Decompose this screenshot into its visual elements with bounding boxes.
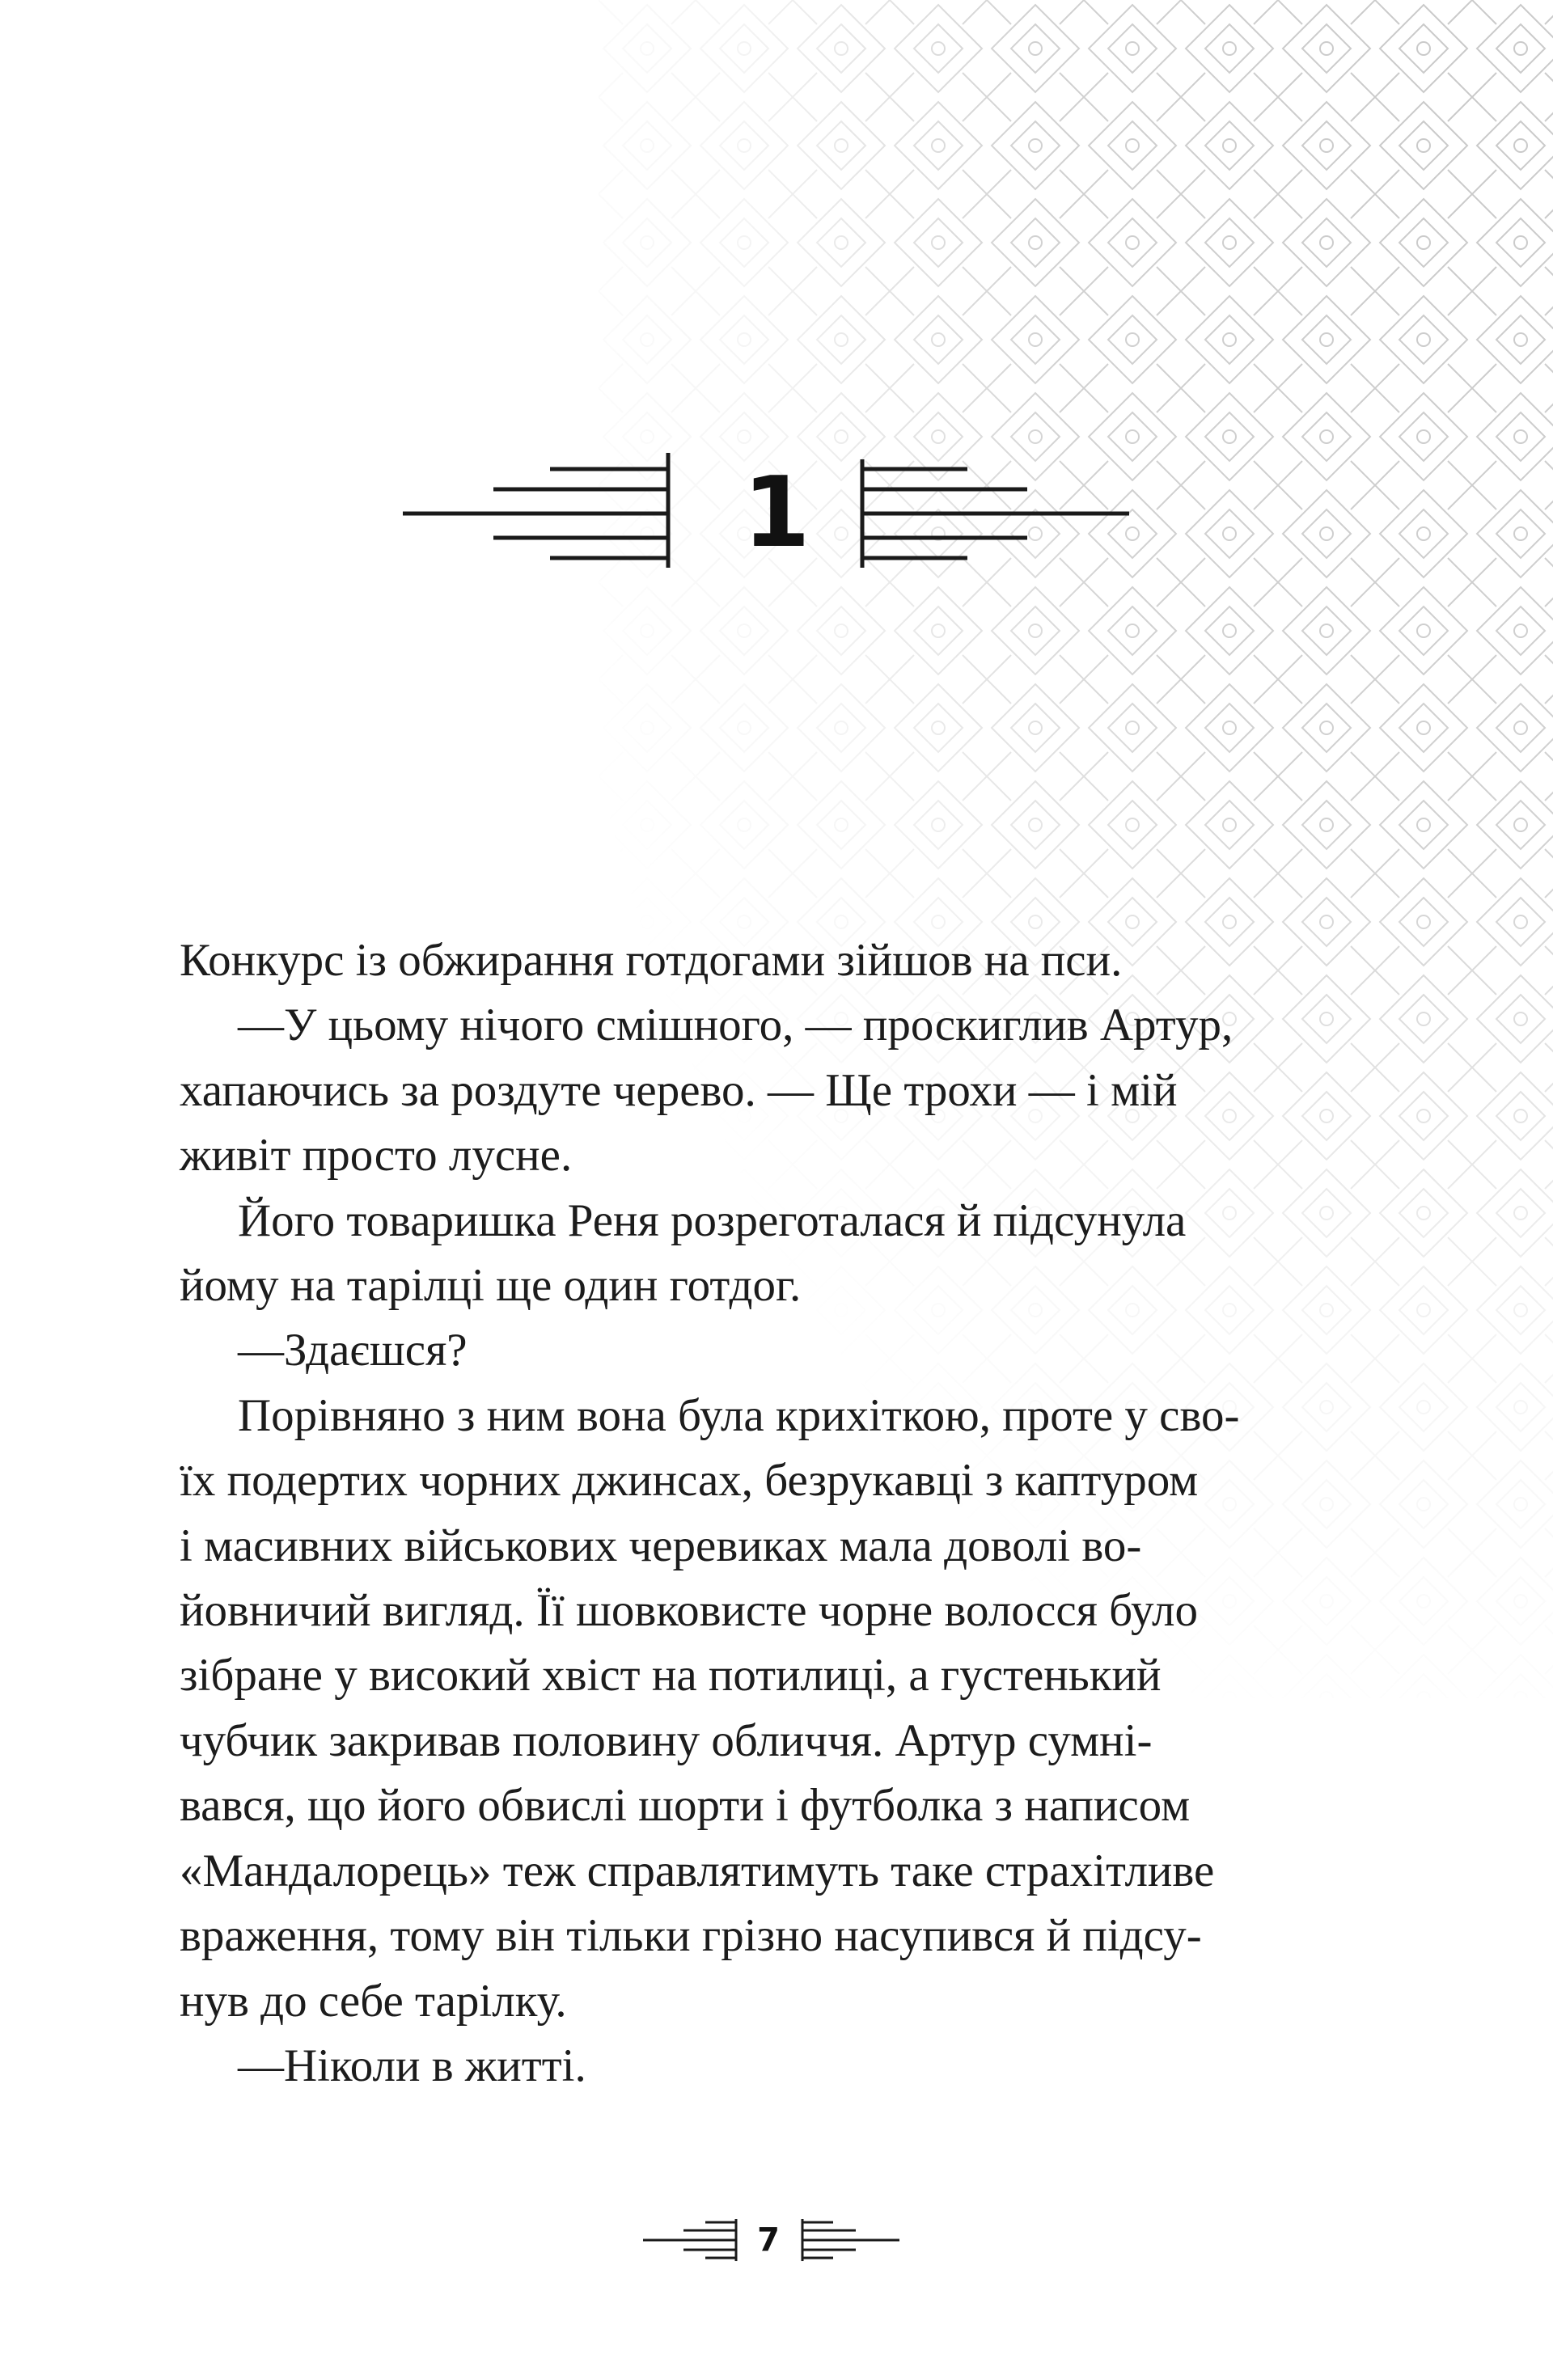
paragraph — [180, 1318, 1351, 1383]
paragraph — [180, 1189, 1351, 1319]
text-line: їх подертих чорних джинсах, безрукавці з каптуром — [180, 1455, 1199, 1507]
text-line: враження, тому він тільки грізно насупився й підсу- — [180, 1910, 1202, 1962]
text-line: вався, що його обвислі шорти і футболка з написом — [180, 1780, 1191, 1832]
paragraph — [180, 1384, 1351, 2034]
text-line: «Мандалорець» теж справлятимуть таке страхітливе — [180, 1845, 1215, 1896]
text-line: чубчик закривав половину обличчя. Артур сумні- — [180, 1714, 1153, 1766]
page-number: 7 — [757, 2221, 780, 2259]
chapter-number: 1 — [743, 457, 810, 569]
text-line: Порівняно з ним вона була крихіткою, проте у сво- — [238, 1389, 1240, 1441]
paragraph — [180, 2034, 1351, 2099]
paragraph — [180, 993, 1351, 1188]
text-line: нув до себе тарілку. — [180, 1975, 567, 2027]
text-line: живіт просто лусне. — [180, 1130, 573, 1182]
paragraph — [180, 928, 1351, 993]
text-line: Конкурс із обжирання готдогами зійшов на пси. — [180, 935, 1123, 986]
text-line: зібране у високий хвіст на потилиці, а густенький — [180, 1650, 1162, 1702]
text-line: хапаючись за роздуте черево. — Ще трохи — і мій — [180, 1064, 1178, 1116]
chapter-heading — [0, 453, 1553, 574]
chapter-body-text — [180, 928, 1351, 2099]
right-rule-ornament — [0, 453, 1553, 574]
page-footer — [0, 2216, 1553, 2264]
text-line: йовничий вигляд. Її шовковисте чорне волосся було — [180, 1585, 1198, 1637]
text-line: —У цьому нічого смішного, — проскиглив Артур, — [238, 1000, 1234, 1051]
text-line: —Здаєшся? — [238, 1325, 468, 1376]
text-line: Його товаришка Реня розреготалася й підсунула — [238, 1194, 1187, 1246]
text-line: і масивних військових черевиках мала доволі во- — [180, 1520, 1142, 1571]
text-line: йому на тарілці ще один готдог. — [180, 1260, 802, 1312]
footer-right-rule — [0, 2216, 1553, 2264]
text-line: —Ніколи в житті. — [238, 2040, 586, 2091]
